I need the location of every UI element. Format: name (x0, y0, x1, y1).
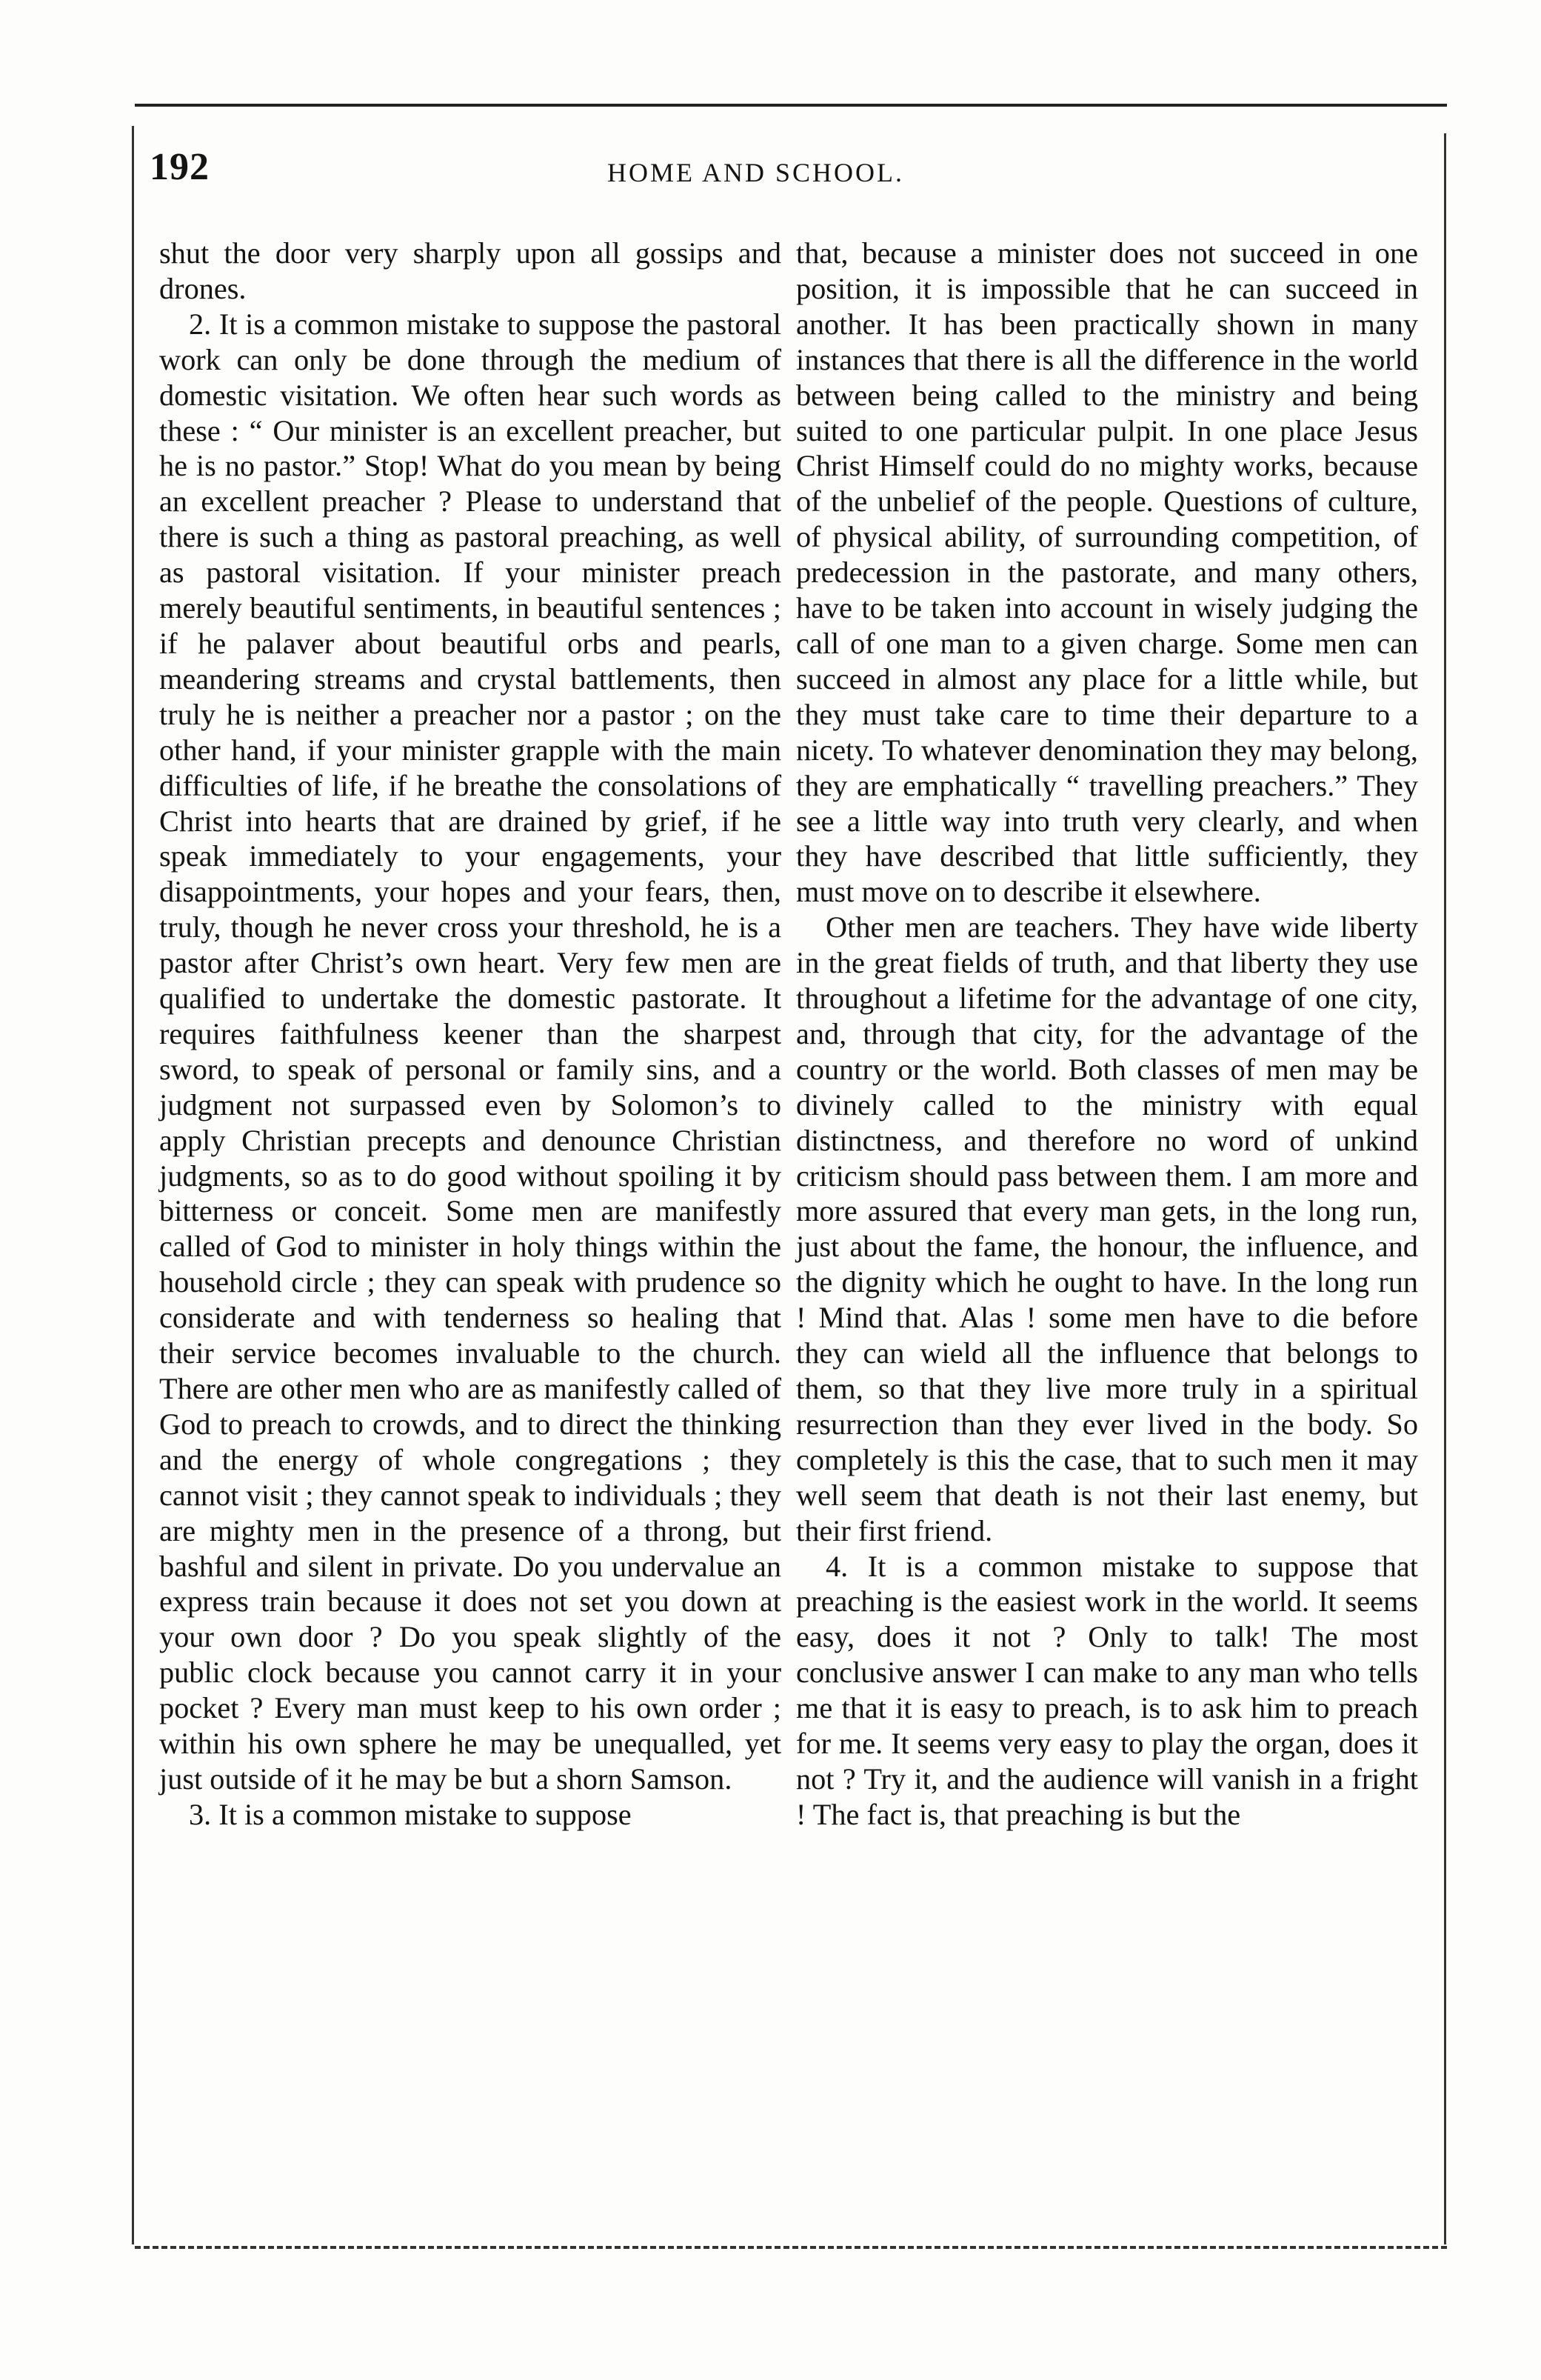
right-margin-rule (1444, 133, 1446, 2244)
left-column (159, 236, 781, 1833)
page-number: 192 (150, 146, 210, 188)
right-paragraph-3: 4. It is a common mistake to suppose that preaching is the easiest work in the world. It seems easy, does it not ? Only to talk! The most conclusive answer I can make to any man who tells me that it is easy to preach, is to ask him to preach for me. It seems very easy to play the organ, does it not ? Try it, and the audience will vanish in a fright ! The fact is, that preaching is but the (796, 1549, 1418, 1831)
left-paragraph-3: 3. It is a common mistake to suppose (189, 1797, 632, 1831)
right-paragraph-2: Other men are teachers. They have wide liberty in the great fields of truth, and that liberty they use throughout a lifetime for the advantage of one city, and, through that city, for the advantage of the country or the world. Both classes of men may be divinely called to the ministry with equal distinctness, and therefore no word of unkind criticism should pass between them. I am more and more assured that every man gets, in the long run, just about the fame, the honour, the influence, and the dignity which he ought to have. In the long run ! Mind that. Alas ! some men have to die before they can wield all the influence that belongs to them, so that they live more truly in a spiritual resurrection than they ever lived in the body. So completely is this the case, that to such men it may well seem that death is not their last enemy, but their first friend. (796, 910, 1418, 1547)
left-margin-rule (132, 126, 134, 2244)
left-paragraph-1: shut the door very sharply upon all gossips and drones. (159, 236, 781, 305)
right-column (796, 236, 1418, 1833)
left-paragraph-2: 2. It is a common mistake to suppose the pastoral work can only be done through the medium of domestic visitation. We often hear such words as these : “ Our minister is an excellent preacher, but he is no pastor.” Stop! What do you mean by being an excellent preacher ? Please to understand that there is such a thing as pastoral preaching, as well as pastoral visitation. If your minister preach merely beautiful sentiments, in beautiful sentences ; if he palaver about beautiful orbs and pearls, meandering streams and crystal battlements, then truly he is neither a preacher nor a pastor ; on the other hand, if your minister grapple with the main difficulties of life, if he breathe the consolations of Christ into hearts that are drained by grief, if he speak immediately to your engagements, your disappointments, your hopes and your fears, then, truly, though he never cross your threshold, he is a pastor after Christ’s own heart. Very few men are qualified to undertake the domestic pastorate. It requires faithfulness keener than the sharpest sword, to speak of personal or family sins, and a judgment not surpassed even by Solomon’s to apply Christian precepts and denounce Christian judgments, so as to do good without spoiling it by bitterness or conceit. Some men are manifestly called of God to minister in holy things within the household circle ; they can speak with prudence so considerate and with tenderness so healing that their service becomes invaluable to the church. There are other men who are as manifestly called of God to preach to crowds, and to direct the thinking and the energy of whole congregations ; they cannot visit ; they cannot speak to individuals ; they are mighty men in the presence of a throng, but bashful and silent in private. Do you undervalue an express train because it does not set you down at your own door ? Do you speak slightly of the public clock because you cannot carry it in your pocket ? Every man must keep to his own order ; within his own sphere he may be unequalled, yet just outside of it he may be but a shorn Samson. (159, 307, 781, 1796)
right-paragraph-1: that, because a minister does not succeed in one position, it is impossible that he can succeed in another. It has been practically shown in many instances that there is all the difference in the world between being called to the ministry and being suited to one particular pulpit. In one place Jesus Christ Himself could do no mighty works, because of the unbelief of the people. Questions of culture, of physical ability, of surrounding competition, of predecession in the pastorate, and many others, have to be taken into account in wisely judging the call of one man to a given charge. Some men can succeed in almost any place for a little while, but they must take care to time their departure to a nicety. To whatever denomination they may belong, they are emphatically “ travelling preachers.” They see a little way into truth very clearly, and when they have described that little sufficiently, they must move on to describe it elsewhere. (796, 236, 1418, 909)
bottom-rule (135, 2246, 1447, 2249)
top-rule (135, 104, 1447, 107)
running-title: HOME AND SCHOOL. (607, 158, 905, 187)
